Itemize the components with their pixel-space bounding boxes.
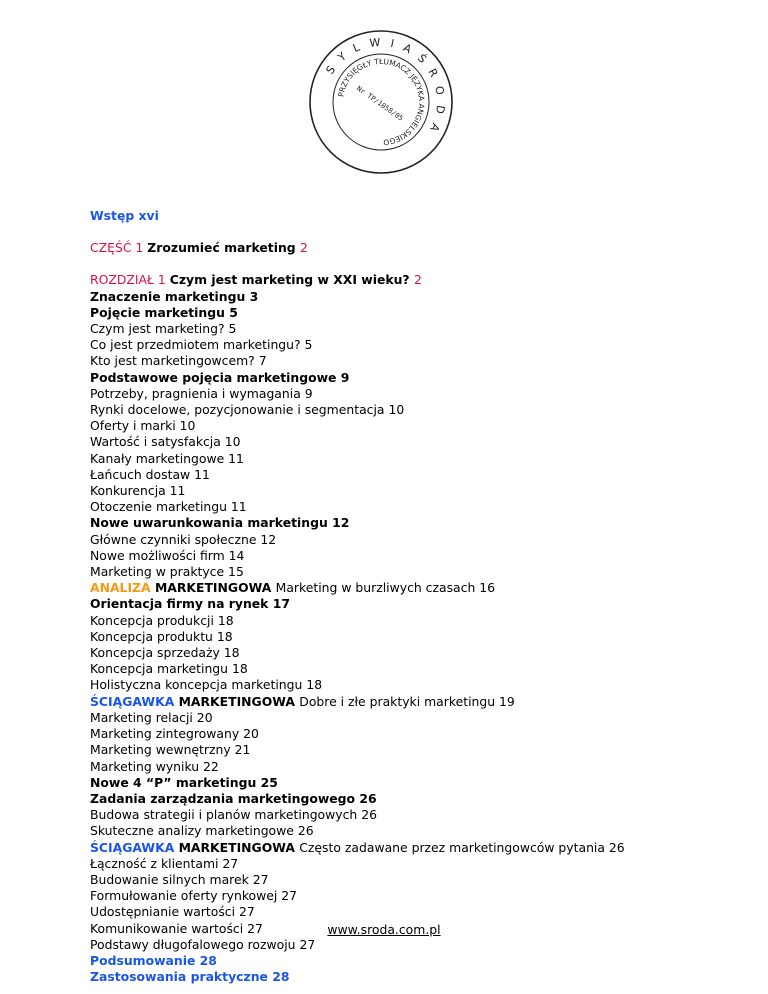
toc-entry [90, 272, 730, 288]
toc-entry-text: Rynki docelowe, pozycjonowanie i segmentacja 10 [90, 402, 405, 418]
toc-entry-text: Marketing wewnętrzny 21 [90, 742, 251, 758]
toc-entry-text: ŚCIĄGAWKA [90, 839, 179, 855]
toc-entry-text: Formułowanie oferty rynkowej 27 [90, 888, 298, 904]
footer-website-link[interactable]: www.sroda.com.pl [327, 922, 441, 937]
spacer [90, 224, 730, 240]
toc-entry-text: MARKETINGOWA [178, 693, 300, 709]
toc-entry-text: Koncepcja sprzedaży 18 [90, 645, 240, 661]
toc-entry [90, 888, 730, 904]
toc-entry-text: Dobre i złe praktyki marketingu 19 [299, 693, 515, 709]
spacer [90, 256, 730, 272]
toc-entry [90, 807, 730, 823]
toc-entry [90, 694, 730, 710]
toc-entry-text: Często zadawane przez marketingowców pytania 26 [299, 839, 625, 855]
toc-entry-text: Zastosowania praktyczne 28 [90, 969, 290, 985]
toc-entry [90, 483, 730, 499]
toc-entry [90, 856, 730, 872]
table-of-contents [90, 208, 730, 985]
toc-entry-text: Budowanie silnych marek 27 [90, 871, 269, 887]
toc-entry [90, 823, 730, 839]
toc-entry [90, 548, 730, 564]
toc-entry [90, 515, 730, 531]
toc-entry [90, 240, 730, 256]
toc-entry [90, 775, 730, 791]
toc-entry [90, 904, 730, 920]
toc-entry [90, 791, 730, 807]
toc-entry-text: Znaczenie marketingu 3 [90, 288, 259, 304]
toc-entry-text: Udostępnianie wartości 27 [90, 904, 255, 920]
toc-entry-text: Marketing zintegrowany 20 [90, 726, 259, 742]
toc-entry-text: Co jest przedmiotem marketingu? 5 [90, 337, 313, 353]
toc-entry [90, 840, 730, 856]
toc-entry [90, 645, 730, 661]
toc-entry-text: 2 [413, 272, 422, 288]
toc-entry-text: Budowa strategii i planów marketingowych 26 [90, 807, 377, 823]
toc-entry [90, 953, 730, 969]
toc-entry-text: Marketing relacji 20 [90, 709, 213, 725]
toc-entry [90, 710, 730, 726]
toc-entry-text: Oferty i marki 10 [90, 418, 196, 434]
toc-entry-text: Koncepcja marketingu 18 [90, 661, 248, 677]
toc-entry-text: Koncepcja produktu 18 [90, 628, 233, 644]
toc-entry [90, 402, 730, 418]
toc-entry [90, 337, 730, 353]
toc-entry-text: Nowe 4 “P” marketingu 25 [90, 774, 278, 790]
toc-entry [90, 353, 730, 369]
toc-entry-text: Marketing wyniku 22 [90, 758, 219, 774]
toc-entry [90, 726, 730, 742]
toc-entry-text: 2 [299, 240, 308, 256]
stamp-inner-text: PRZYSIĘGŁY TŁUMACZ JĘZYKA ANGIELSKIEGO [336, 56, 427, 148]
toc-entry-text: Nowe możliwości firm 14 [90, 547, 245, 563]
toc-entry [90, 759, 730, 775]
stamp-outer-text: S Y L W I A Ś R O D A [323, 35, 448, 137]
toc-entry-text: Skuteczne analizy marketingowe 26 [90, 823, 314, 839]
toc-entry-text: Wartość i satysfakcja 10 [90, 434, 241, 450]
toc-entry-text: Marketing w praktyce 15 [90, 564, 244, 580]
toc-entry-text: CZĘŚĆ 1 [90, 240, 148, 256]
toc-entry-text: Potrzeby, pragnienia i wymagania 9 [90, 385, 313, 401]
toc-entry-text: Nowe uwarunkowania marketingu 12 [90, 515, 350, 531]
toc-entry-text: Pojęcie marketingu 5 [90, 304, 238, 320]
toc-entry-text: Zadania zarządzania marketingowego 26 [90, 790, 377, 806]
toc-entry-text: Komunikowanie wartości 27 [90, 920, 263, 936]
toc-entry-text: MARKETINGOWA [178, 839, 300, 855]
translator-seal-stamp [306, 27, 456, 177]
toc-entry-text: Konkurencja 11 [90, 483, 186, 499]
toc-entry-text: Łączność z klientami 27 [90, 855, 239, 871]
toc-entry-text: ŚCIĄGAWKA [90, 693, 179, 709]
toc-entry [90, 677, 730, 693]
toc-entry-text: Czym jest marketing? 5 [90, 321, 237, 337]
toc-entry-text: Wstęp xvi [90, 208, 159, 223]
toc-entry [90, 596, 730, 612]
toc-entry [90, 305, 730, 321]
toc-entry [90, 321, 730, 337]
toc-entry-text: Zrozumieć marketing [147, 240, 300, 256]
toc-entry [90, 451, 730, 467]
toc-entry [90, 613, 730, 629]
toc-entry [90, 969, 730, 985]
toc-entry-text: ANALIZA [90, 580, 155, 596]
toc-entry [90, 661, 730, 677]
toc-entry-text: Holistyczna koncepcja marketingu 18 [90, 677, 323, 693]
toc-entry-text: Podstawowe pojęcia marketingowe 9 [90, 369, 350, 385]
toc-entry-text: Kto jest marketingowcem? 7 [90, 353, 267, 369]
stamp-number: Nr TP/1058/05 [355, 84, 405, 123]
toc-entry-text: Podstawy długofalowego rozwoju 27 [90, 936, 316, 952]
toc-entry-text: Koncepcja produkcji 18 [90, 612, 234, 628]
toc-entry [90, 370, 730, 386]
toc-entry-text: Marketing w burzliwych czasach 16 [275, 580, 496, 596]
toc-entry-text: Orientacja firmy na rynek 17 [90, 596, 290, 612]
toc-entry [90, 629, 730, 645]
toc-entry [90, 289, 730, 305]
toc-entry [90, 499, 730, 515]
toc-entry [90, 434, 730, 450]
toc-entry [90, 937, 730, 953]
toc-entry-text: Podsumowanie 28 [90, 952, 217, 968]
toc-entry-text: Łańcuch dostaw 11 [90, 466, 210, 482]
toc-entry-text: ROZDZIAŁ 1 [90, 272, 170, 288]
toc-entry [90, 872, 730, 888]
toc-entry [90, 467, 730, 483]
toc-entry [90, 386, 730, 402]
toc-entry [90, 742, 730, 758]
toc-entry-text: MARKETINGOWA [154, 580, 276, 596]
toc-entry-text: Otoczenie marketingu 11 [90, 499, 247, 515]
toc-entry [90, 418, 730, 434]
toc-entry-text: Czym jest marketing w XXI wieku? [169, 272, 414, 288]
toc-entry [90, 532, 730, 548]
toc-entry-text: Główne czynniki społeczne 12 [90, 531, 277, 547]
toc-entry-text: Kanały marketingowe 11 [90, 450, 244, 466]
toc-entry [90, 564, 730, 580]
toc-entry [90, 580, 730, 596]
toc-entry [90, 208, 730, 224]
